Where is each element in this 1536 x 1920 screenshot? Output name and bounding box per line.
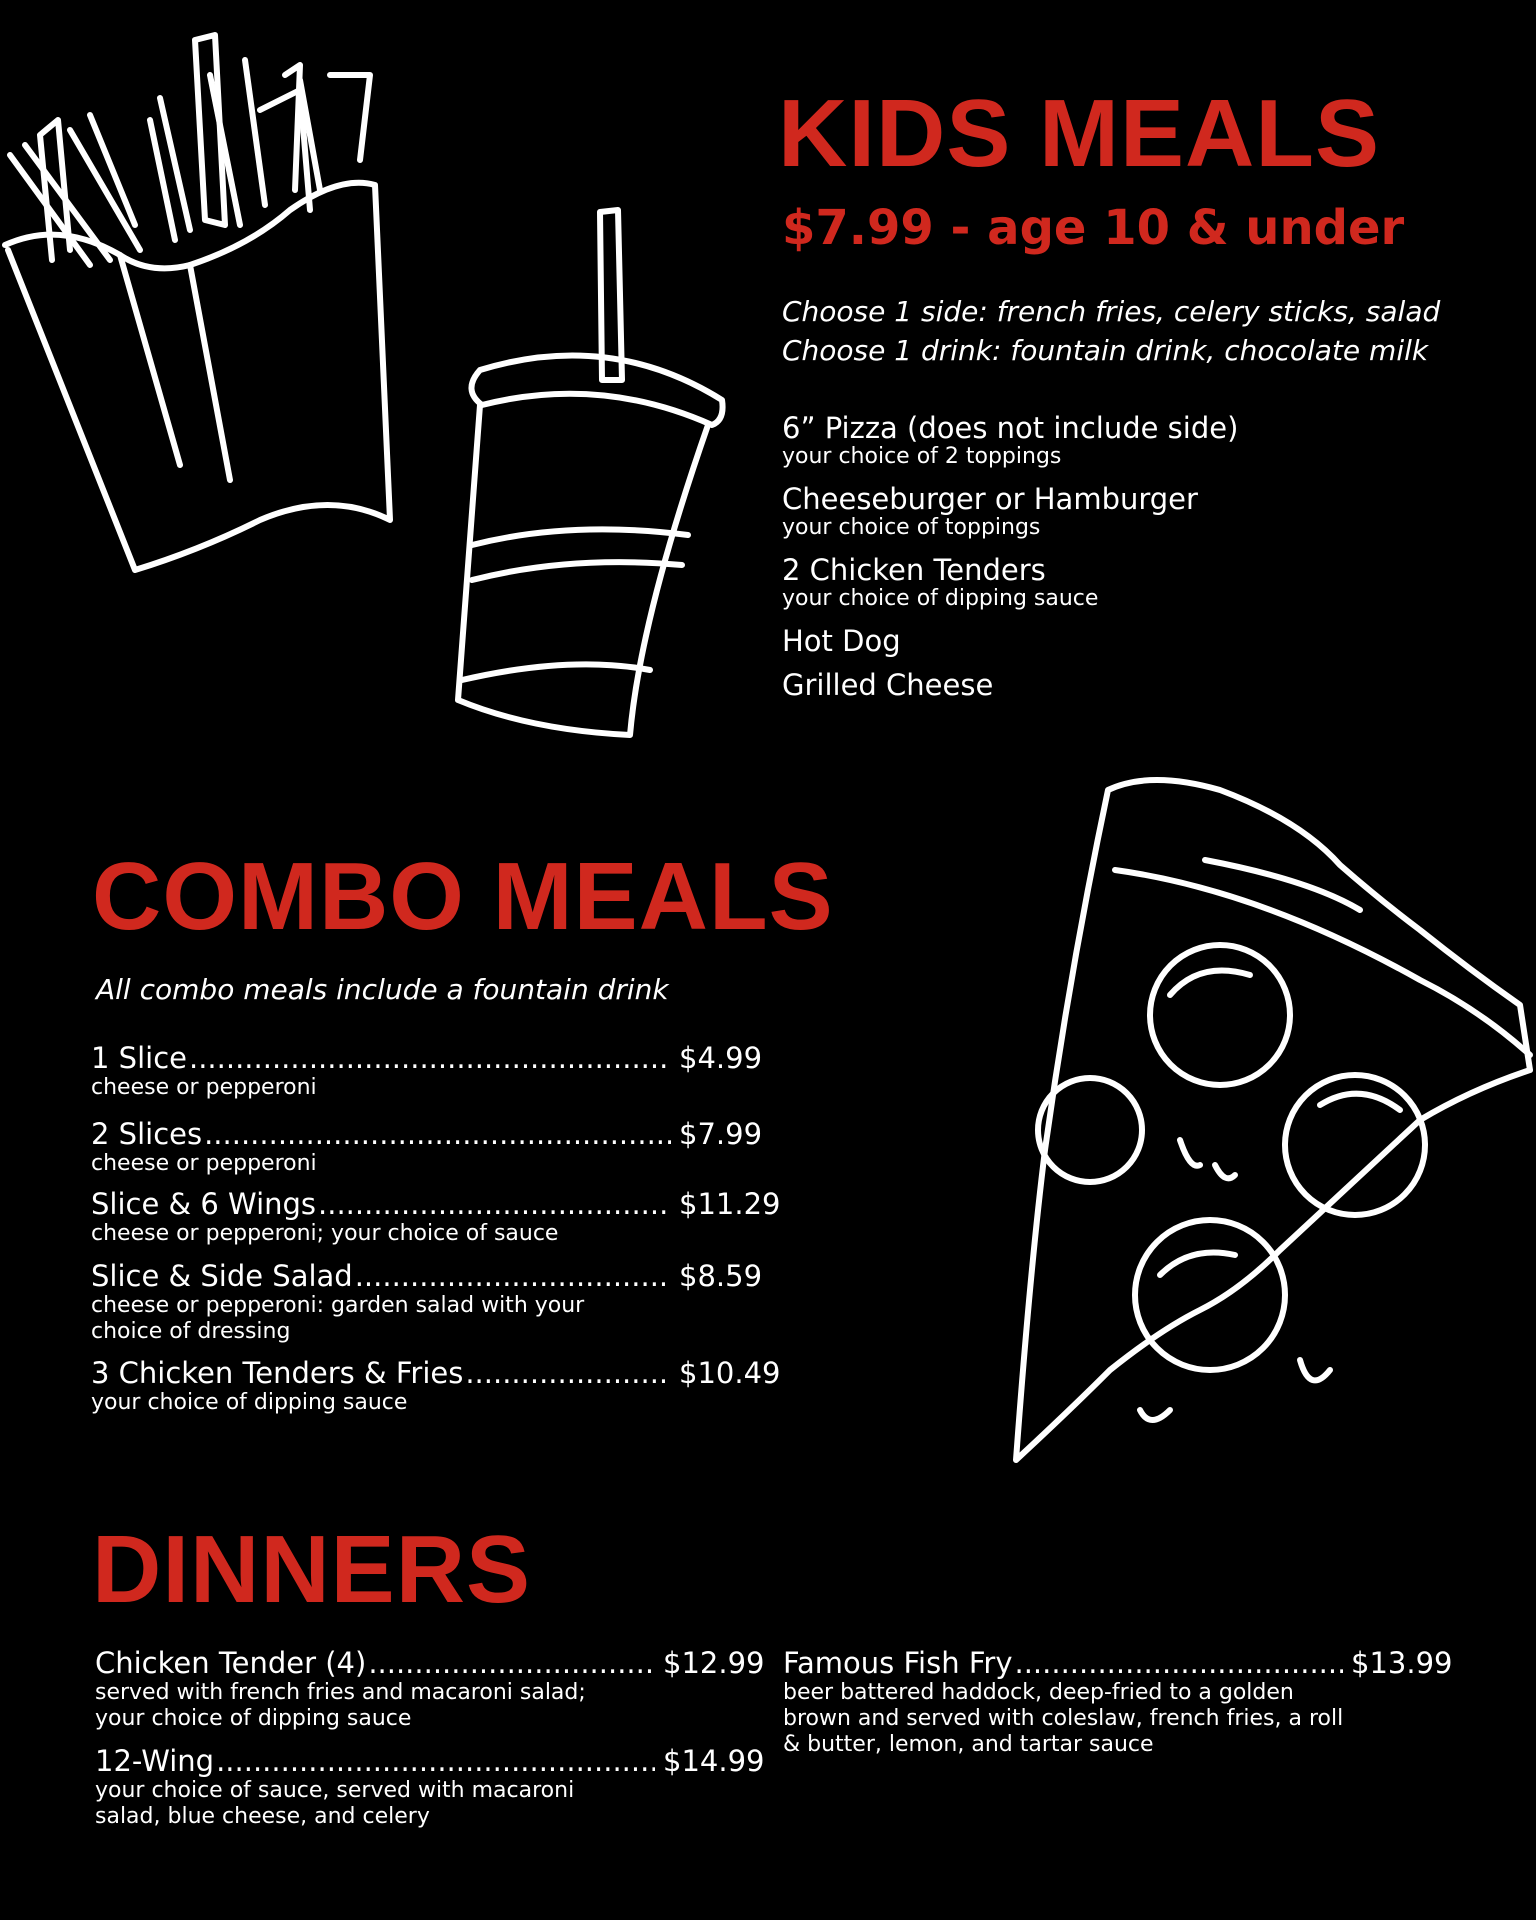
combo-item-name: 2 Slices [91, 1117, 203, 1151]
fries-icon [0, 20, 400, 580]
kids-item-desc: your choice of toppings [782, 515, 1041, 540]
dinner-item-desc: your choice of sauce, served with macaroni salad, blue cheese, and celery [95, 1778, 575, 1829]
kids-item-name: Cheeseburger or Hamburger [782, 482, 1198, 516]
combo-item-price: $10.49 [679, 1356, 781, 1390]
dinners-title: DINNERS [92, 1516, 532, 1623]
kids-meals-price: $7.99 - age 10 & under [782, 200, 1405, 256]
combo-item [91, 1041, 771, 1101]
combo-item-name: 3 Chicken Tenders & Fries [91, 1356, 464, 1390]
kids-item [782, 411, 1238, 469]
kids-item-name: Grilled Cheese [782, 668, 994, 702]
dinner-item-name: 12-Wing [95, 1744, 215, 1778]
combo-item-desc: cheese or pepperoni: garden salad with your choice of dressing [91, 1293, 585, 1344]
kids-item-desc: your choice of dipping sauce [782, 586, 1099, 611]
combo-item-desc: your choice of dipping sauce [91, 1390, 408, 1415]
leader-dots [355, 1259, 671, 1293]
kids-item [782, 482, 1198, 540]
combo-item-name: 1 Slice [91, 1041, 187, 1075]
combo-item [91, 1259, 771, 1345]
kids-meals-title: KIDS MEALS [778, 80, 1381, 187]
cup-icon [450, 200, 740, 750]
combo-item-name: Slice & Side Salad [91, 1259, 353, 1293]
dinner-item-desc: beer battered haddock, deep-fried to a golden brown and served with coleslaw, french fries, a roll & butter, lemon, and tartar sauce [783, 1680, 1344, 1757]
leader-dots [1014, 1646, 1343, 1680]
dinner-item-desc: served with french fries and macaroni salad; your choice of dipping sauce [95, 1680, 586, 1731]
combo-meals-title: COMBO MEALS [92, 843, 834, 950]
kids-item [782, 668, 993, 702]
kids-item-name: 6” Pizza (does not include side) [782, 411, 1239, 445]
combo-item-desc: cheese or pepperoni; your choice of sauce [91, 1221, 559, 1246]
combo-item-price: $4.99 [679, 1041, 763, 1075]
combo-item [91, 1187, 781, 1247]
kids-drink-choice: Choose 1 drink: fountain drink, chocolate milk [782, 334, 1429, 367]
combo-item-price: $7.99 [679, 1117, 763, 1151]
dinner-item-name: Chicken Tender (4) [95, 1646, 367, 1680]
kids-item-name: 2 Chicken Tenders [782, 553, 1046, 587]
kids-item [782, 553, 1098, 611]
leader-dots [318, 1187, 671, 1221]
leader-dots [189, 1041, 671, 1075]
leader-dots [204, 1117, 671, 1151]
kids-item-name: Hot Dog [782, 624, 901, 658]
kids-side-choice: Choose 1 side: french fries, celery sticks, salad [782, 295, 1441, 328]
combo-item-price: $8.59 [679, 1259, 763, 1293]
dinner-item-name: Famous Fish Fry [783, 1646, 1013, 1680]
kids-item-desc: your choice of 2 toppings [782, 444, 1062, 469]
combo-item-desc: cheese or pepperoni [91, 1075, 317, 1100]
combo-item [91, 1356, 781, 1416]
combo-item-name: Slice & 6 Wings [91, 1187, 317, 1221]
dinner-item-price: $12.99 [663, 1646, 765, 1680]
dinner-item [95, 1744, 765, 1830]
combo-item [91, 1117, 771, 1177]
leader-dots [216, 1744, 655, 1778]
pizza-slice-icon [1000, 770, 1536, 1470]
combo-item-price: $11.29 [679, 1187, 781, 1221]
leader-dots [465, 1356, 671, 1390]
combo-item-desc: cheese or pepperoni [91, 1151, 317, 1176]
dinner-item [783, 1646, 1453, 1758]
dinner-item-price: $14.99 [663, 1744, 765, 1778]
dinner-item-price: $13.99 [1351, 1646, 1453, 1680]
dinner-item [95, 1646, 765, 1732]
kids-item [782, 624, 901, 658]
combo-meals-note: All combo meals include a fountain drink [96, 973, 669, 1006]
leader-dots [368, 1646, 655, 1680]
